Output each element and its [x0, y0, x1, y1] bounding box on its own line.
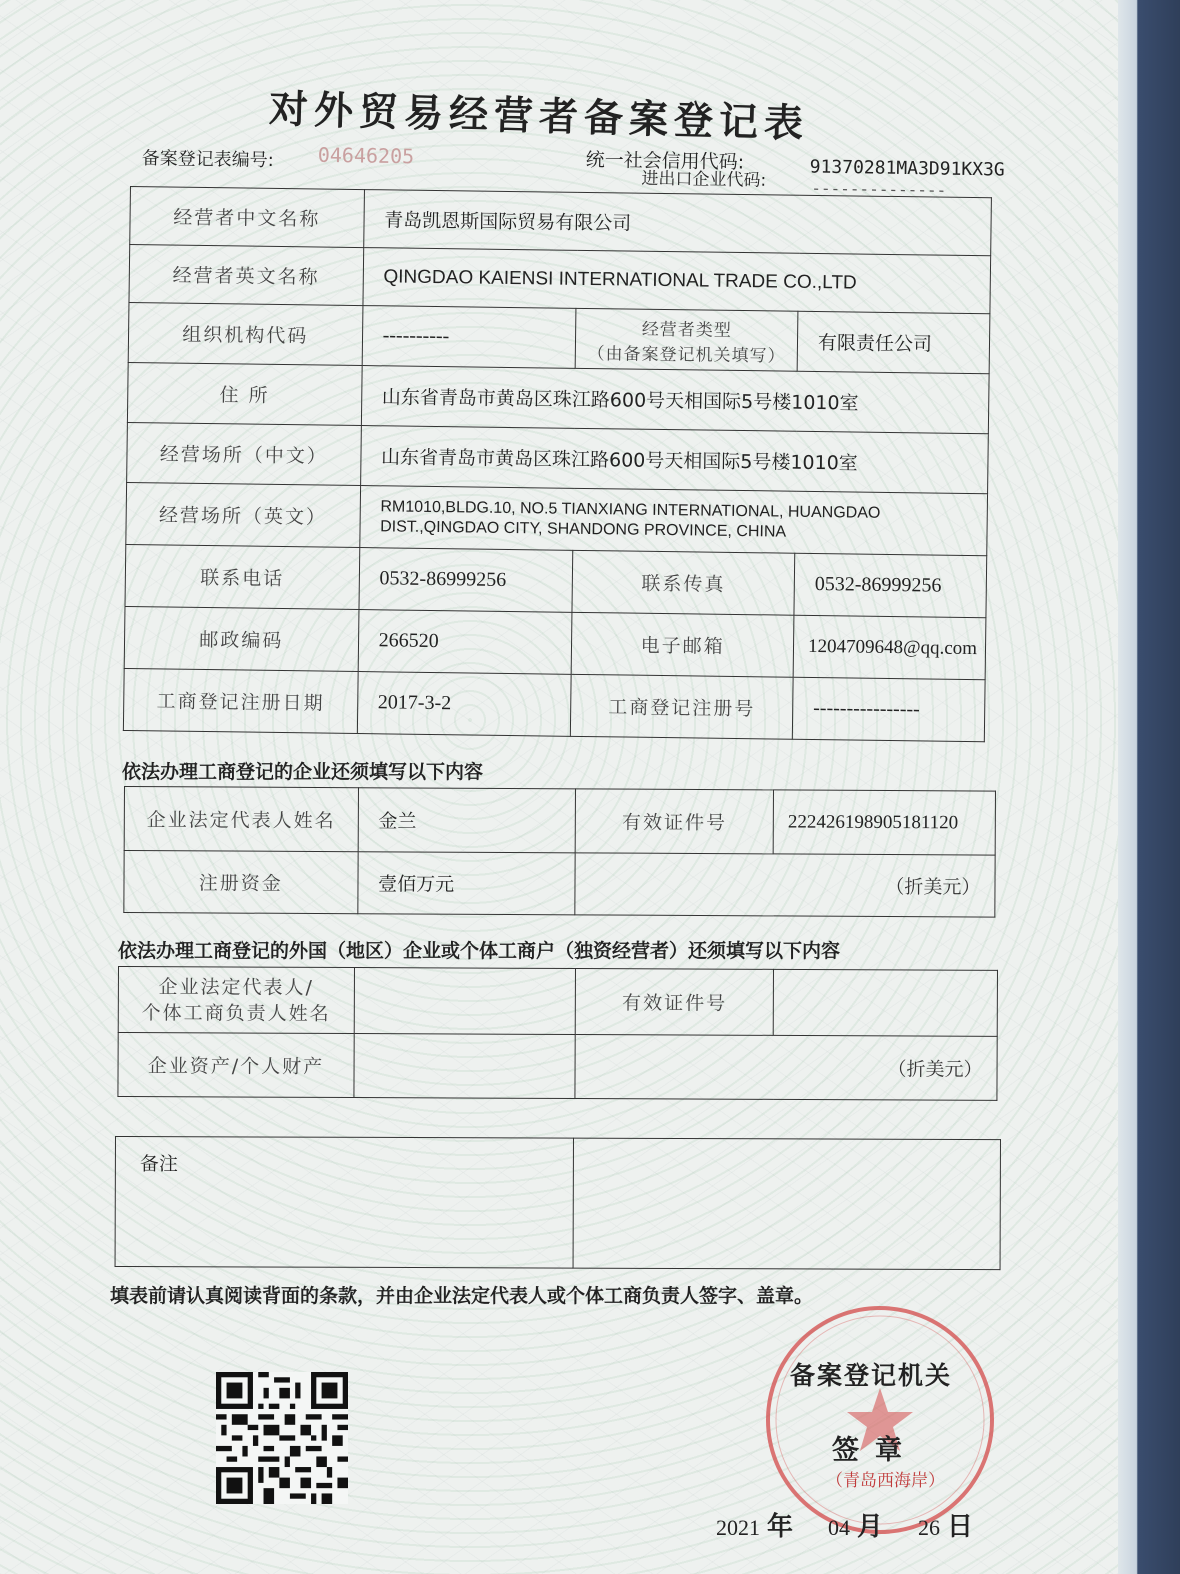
place-en-line2: DIST.,QINGDAO CITY, SHANDONG PROVINCE, CHINA [380, 517, 787, 541]
id-number: 222426198905181120 [773, 790, 995, 855]
credit-code-label: 统一社会信用代码: [585, 148, 745, 174]
date-year: 2021 [716, 1515, 760, 1540]
operator-type-label-line1: 经营者类型 [641, 319, 732, 341]
section3-heading: 依法办理工商登记的外国（地区）企业或个体工商户（独资经营者）还须填写以下内容 [118, 940, 841, 962]
place-en [359, 486, 987, 556]
ie-code-label: 进出口企业代码: [641, 168, 767, 191]
cn-name: 青岛凯恩斯国际贸易有限公司 [363, 190, 991, 256]
table-row [115, 1137, 1000, 1270]
operator-type-label-line2: （由备案登记机关填写） [587, 343, 786, 367]
capital-label: 注册资金 [124, 851, 358, 914]
foreign-rep-name [354, 968, 576, 1035]
id-label: 有效证件号 [575, 789, 773, 854]
capital-usd: （折美元） [575, 853, 995, 917]
place-cn-label: 经营场所（中文） [127, 422, 361, 485]
table-row [127, 422, 989, 493]
place-cn: 山东省青岛市黄岛区珠江路600号天相国际5号楼1010室 [360, 426, 988, 494]
fax-label: 联系传真 [572, 550, 794, 615]
date-day: 26 [917, 1515, 940, 1540]
reg-date: 2017-3-2 [357, 672, 572, 737]
fax: 0532-86999256 [794, 553, 987, 618]
table-row [123, 668, 985, 741]
date-month: 04 [827, 1515, 850, 1540]
en-name-label: 经营者英文名称 [129, 245, 363, 306]
address-label: 住 所 [127, 362, 361, 425]
foreign-rep-label [118, 967, 354, 1034]
signing-notice: 填表前请认真阅读背面的条款，并由企业法定代表人或个体工商负责人签字、盖章。 [110, 1285, 814, 1307]
email: 1204709648@qq.com [793, 615, 986, 680]
table-row [118, 967, 997, 1037]
paper-edge-background [1118, 0, 1180, 1574]
en-name: QINGDAO KAIENSI INTERNATIONAL TRADE CO.,LTD [363, 248, 991, 314]
qr-code-icon [216, 1372, 348, 1504]
ie-code: -------------- [811, 178, 947, 200]
assets-label: 企业资产/个人财产 [118, 1033, 354, 1098]
rep-label: 企业法定代表人姓名 [124, 787, 358, 852]
zip: 266520 [358, 610, 573, 675]
reg-no-label: 工商登记注册号 [571, 674, 793, 739]
capital: 壹佰万元 [357, 852, 575, 915]
foreign-id-number [773, 969, 997, 1036]
foreign-rep-label-line2: 个体工商负责人姓名 [141, 1001, 331, 1025]
table-row [125, 544, 987, 617]
org-code: ---------- [362, 306, 577, 369]
remarks-table [115, 1136, 1001, 1270]
assets-usd: （折美元） [575, 1034, 997, 1100]
issue-date [716, 1506, 973, 1543]
zip-label: 邮政编码 [124, 606, 358, 671]
date-day-unit: 日 [946, 1512, 973, 1542]
table-row [126, 482, 988, 555]
legal-rep-table [123, 786, 996, 918]
stamp-sign: 签章 [832, 1435, 918, 1466]
date-year-unit: 年 [767, 1512, 794, 1542]
phone: 0532-86999256 [359, 548, 574, 613]
foreign-id-label: 有效证件号 [576, 968, 774, 1035]
reg-no: ---------------- [792, 677, 985, 742]
credit-code: 91370281MA3D91KX3G [809, 156, 1005, 181]
address: 山东省青岛市黄岛区珠江路600号天相国际5号楼1010室 [361, 366, 989, 434]
remarks-content [573, 1138, 1001, 1269]
stamp-authority: 备案登记机关 [790, 1361, 953, 1390]
official-seal-stamp [760, 1300, 1000, 1540]
record-no-label: 备案登记表编号: [141, 147, 274, 172]
form-title: 对外贸易经营者备案登记表 [268, 86, 810, 148]
rep-name: 金兰 [358, 788, 576, 853]
cn-name-label: 经营者中文名称 [130, 187, 364, 248]
foreign-enterprise-table [117, 966, 998, 1101]
table-row [124, 787, 995, 856]
assets-value [354, 1034, 576, 1099]
table-row [128, 302, 990, 373]
operator-type-label [576, 308, 798, 371]
table-row [118, 1033, 997, 1101]
table-row [124, 851, 995, 918]
reg-date-label: 工商登记注册日期 [123, 668, 357, 733]
section2-heading: 依法办理工商登记的企业还须填写以下内容 [122, 761, 484, 783]
main-info-table [123, 186, 992, 742]
phone-label: 联系电话 [125, 544, 359, 609]
table-row [127, 362, 989, 433]
operator-type: 有限责任公司 [797, 311, 990, 374]
table-row [124, 606, 986, 679]
place-en-line1: RM1010,BLDG.10, NO.5 TIANXIANG INTERNATIONAL, HUANGDAO [380, 497, 881, 522]
org-code-label: 组织机构代码 [128, 302, 362, 365]
remarks-label: 备注 [115, 1137, 573, 1269]
stamp-place: （青岛西海岸） [826, 1471, 945, 1491]
record-no: 04646205 [317, 142, 415, 169]
email-label: 电子邮箱 [572, 612, 794, 677]
place-en-label: 经营场所（英文） [126, 482, 360, 547]
foreign-rep-label-line1: 企业法定代表人/ [158, 975, 315, 999]
date-month-unit: 月 [856, 1512, 883, 1542]
